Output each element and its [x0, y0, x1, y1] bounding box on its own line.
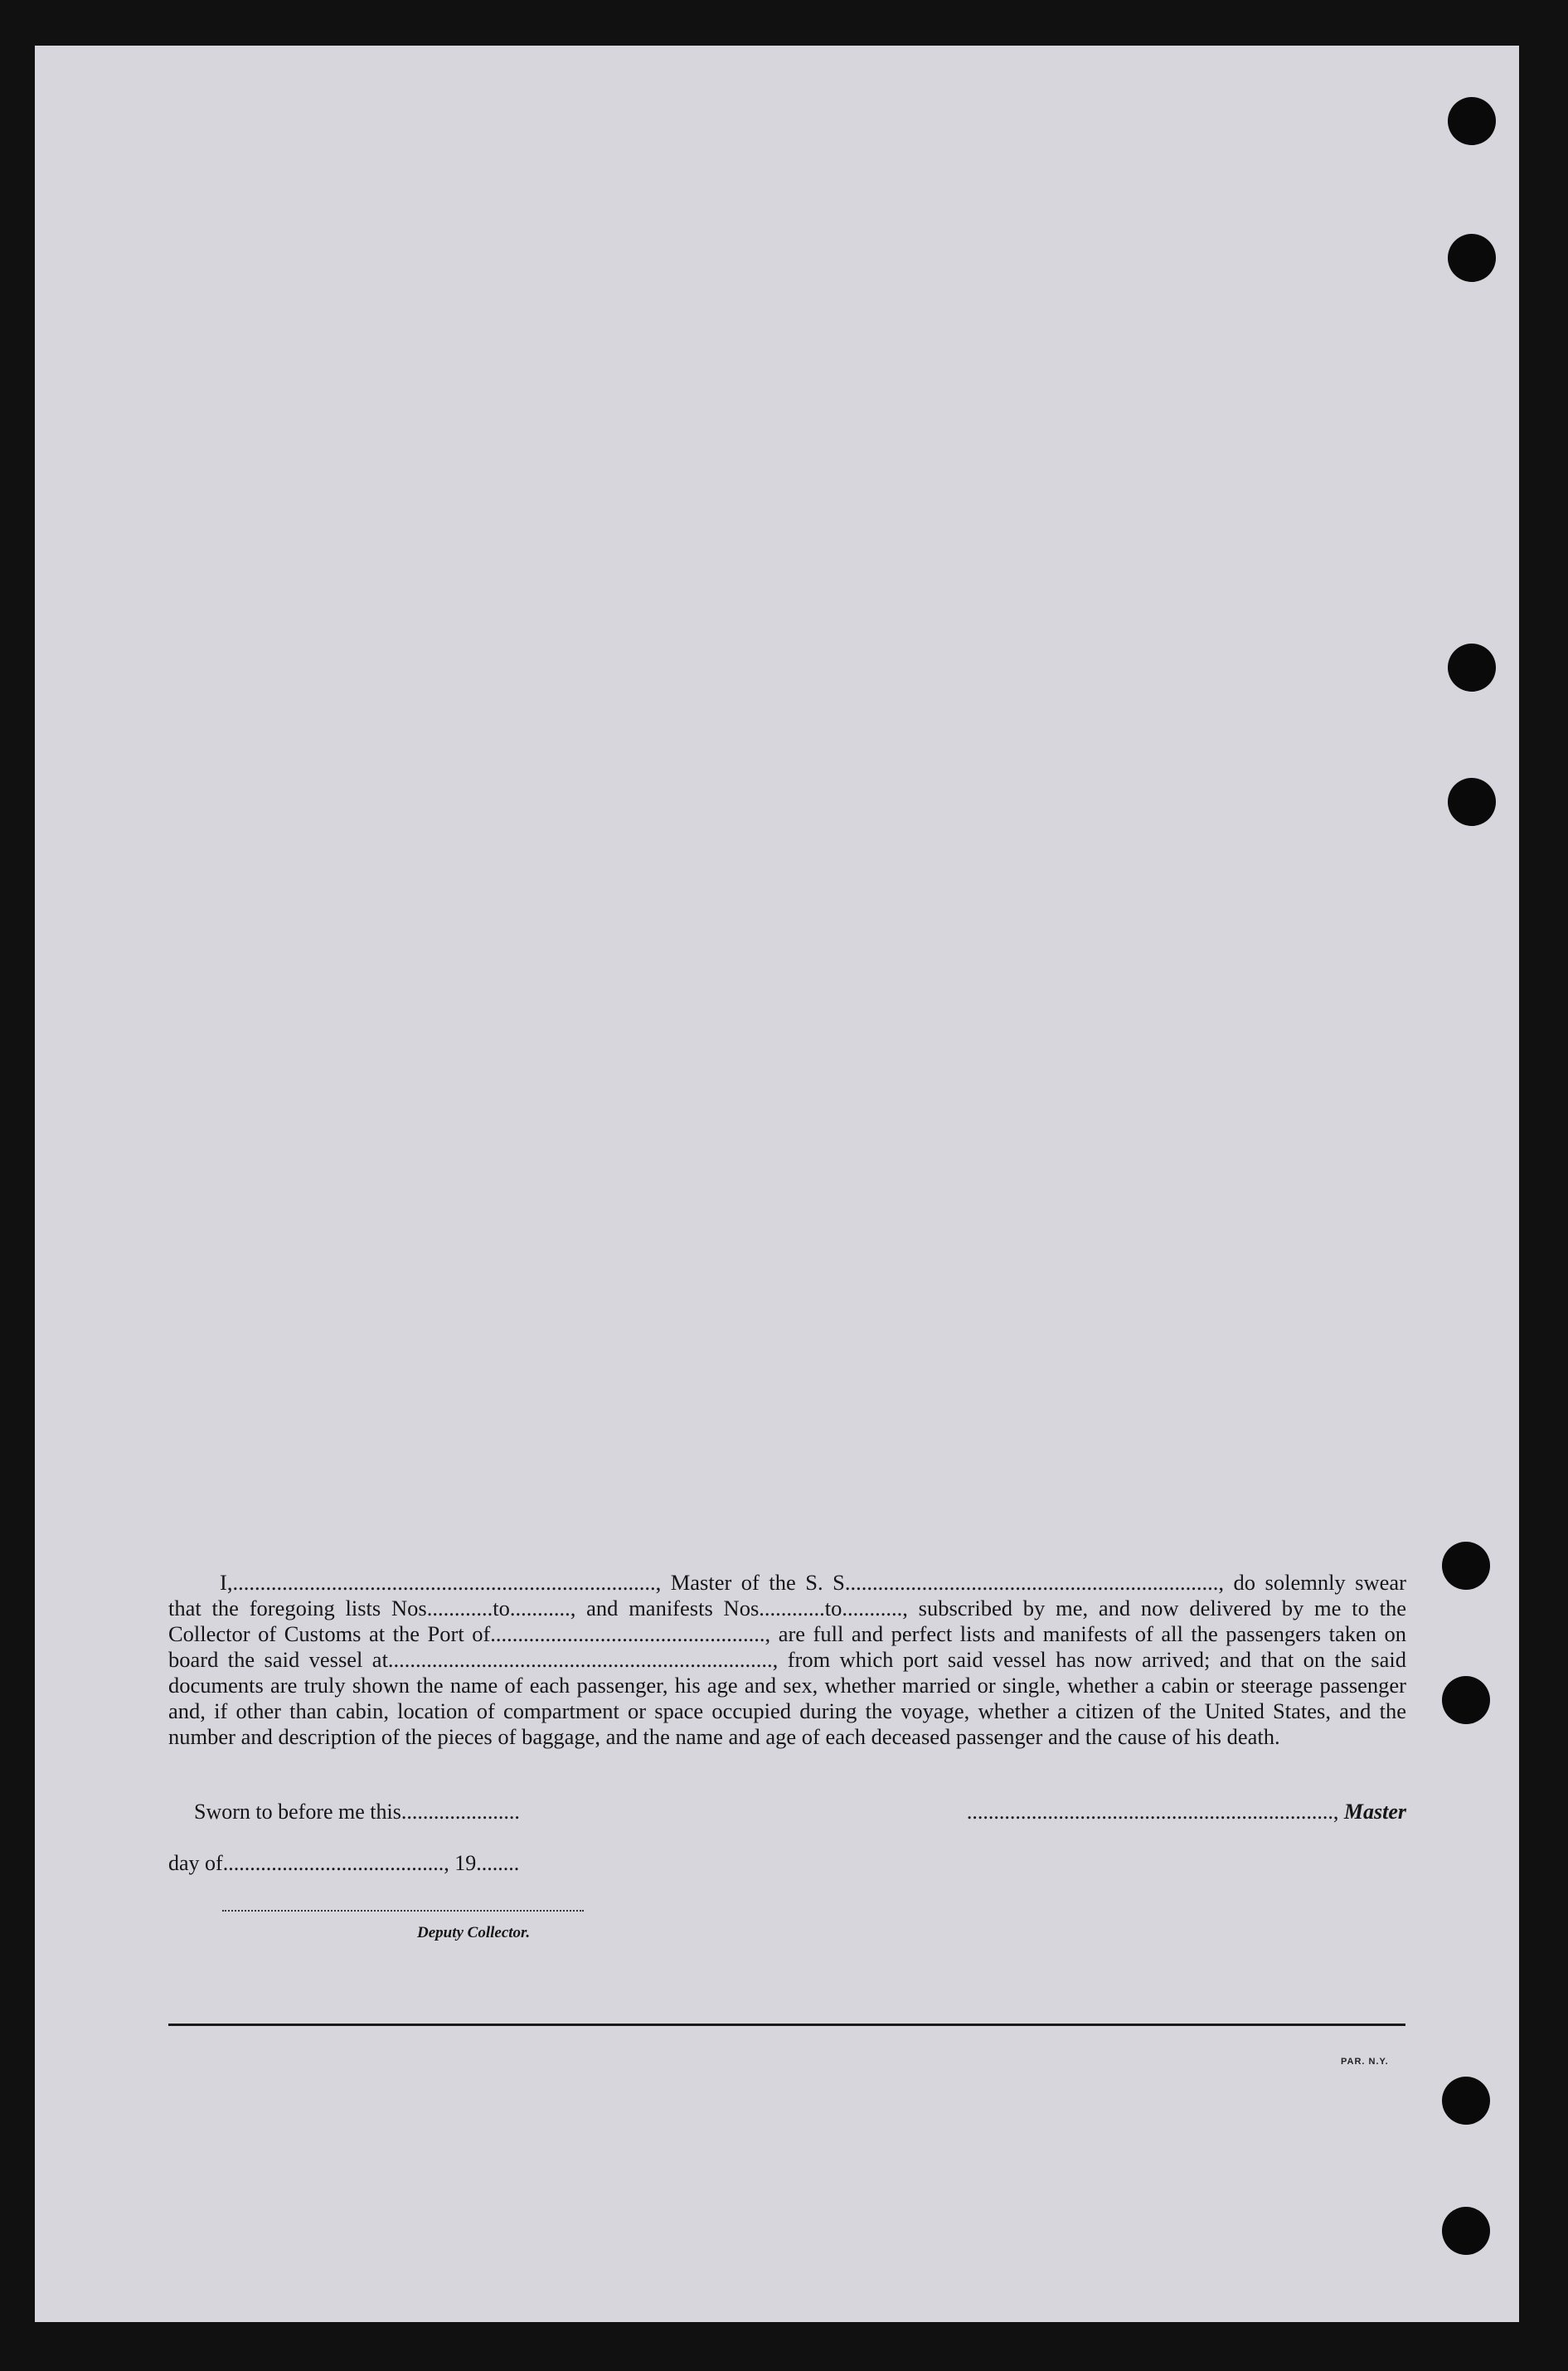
sworn-line: Sworn to before me this......................: [194, 1800, 520, 1824]
deputy-signature-line: [222, 1910, 584, 1912]
footer-rule: [168, 2024, 1405, 2026]
master-signature: [967, 1800, 1406, 1824]
oath-paragraph: [168, 1570, 1406, 1750]
punch-hole: [1442, 1676, 1490, 1724]
printer-mark: PAR. N.Y.: [1341, 2057, 1389, 2067]
master-label: Master: [1343, 1800, 1406, 1824]
punch-hole: [1448, 778, 1496, 826]
bleed-through-heading: [282, 137, 746, 172]
punch-hole: [1442, 2077, 1490, 2125]
deputy-collector-label: Deputy Collector.: [417, 1924, 531, 1941]
oath-text: I,............................................................................., Master of the S. S...................................................................., do solemnly swear that the foregoing lists Nos............to..........., and manifests Nos............to..........., subscribed by me, and now delivered by me to the Collector of Customs at the Port of.................................................., are full and perfect lists and manifests of all the passengers taken on board the said vessel at......................................................................, from which port said vessel has now arrived; and that on the said documents are truly shown the name of each passenger, his age and sex, whether married or single, whether a cabin or steerage passenger and, if other than cabin, location of compartment or space occupied during the voyage, whether a citizen of the United States, and the number and description of the pieces of baggage, and the name and age of each deceased passenger and the cause of his death.: [168, 1570, 1406, 1749]
punch-hole: [1448, 97, 1496, 145]
punch-hole: [1442, 1542, 1490, 1590]
punch-hole: [1448, 644, 1496, 692]
document-page: [35, 46, 1519, 2322]
day-of-line: day of........................................., 19........: [168, 1851, 520, 1875]
punch-hole: [1442, 2207, 1490, 2255]
master-signature-line: ....................................................................,: [966, 1800, 1344, 1824]
punch-hole: [1448, 234, 1496, 282]
